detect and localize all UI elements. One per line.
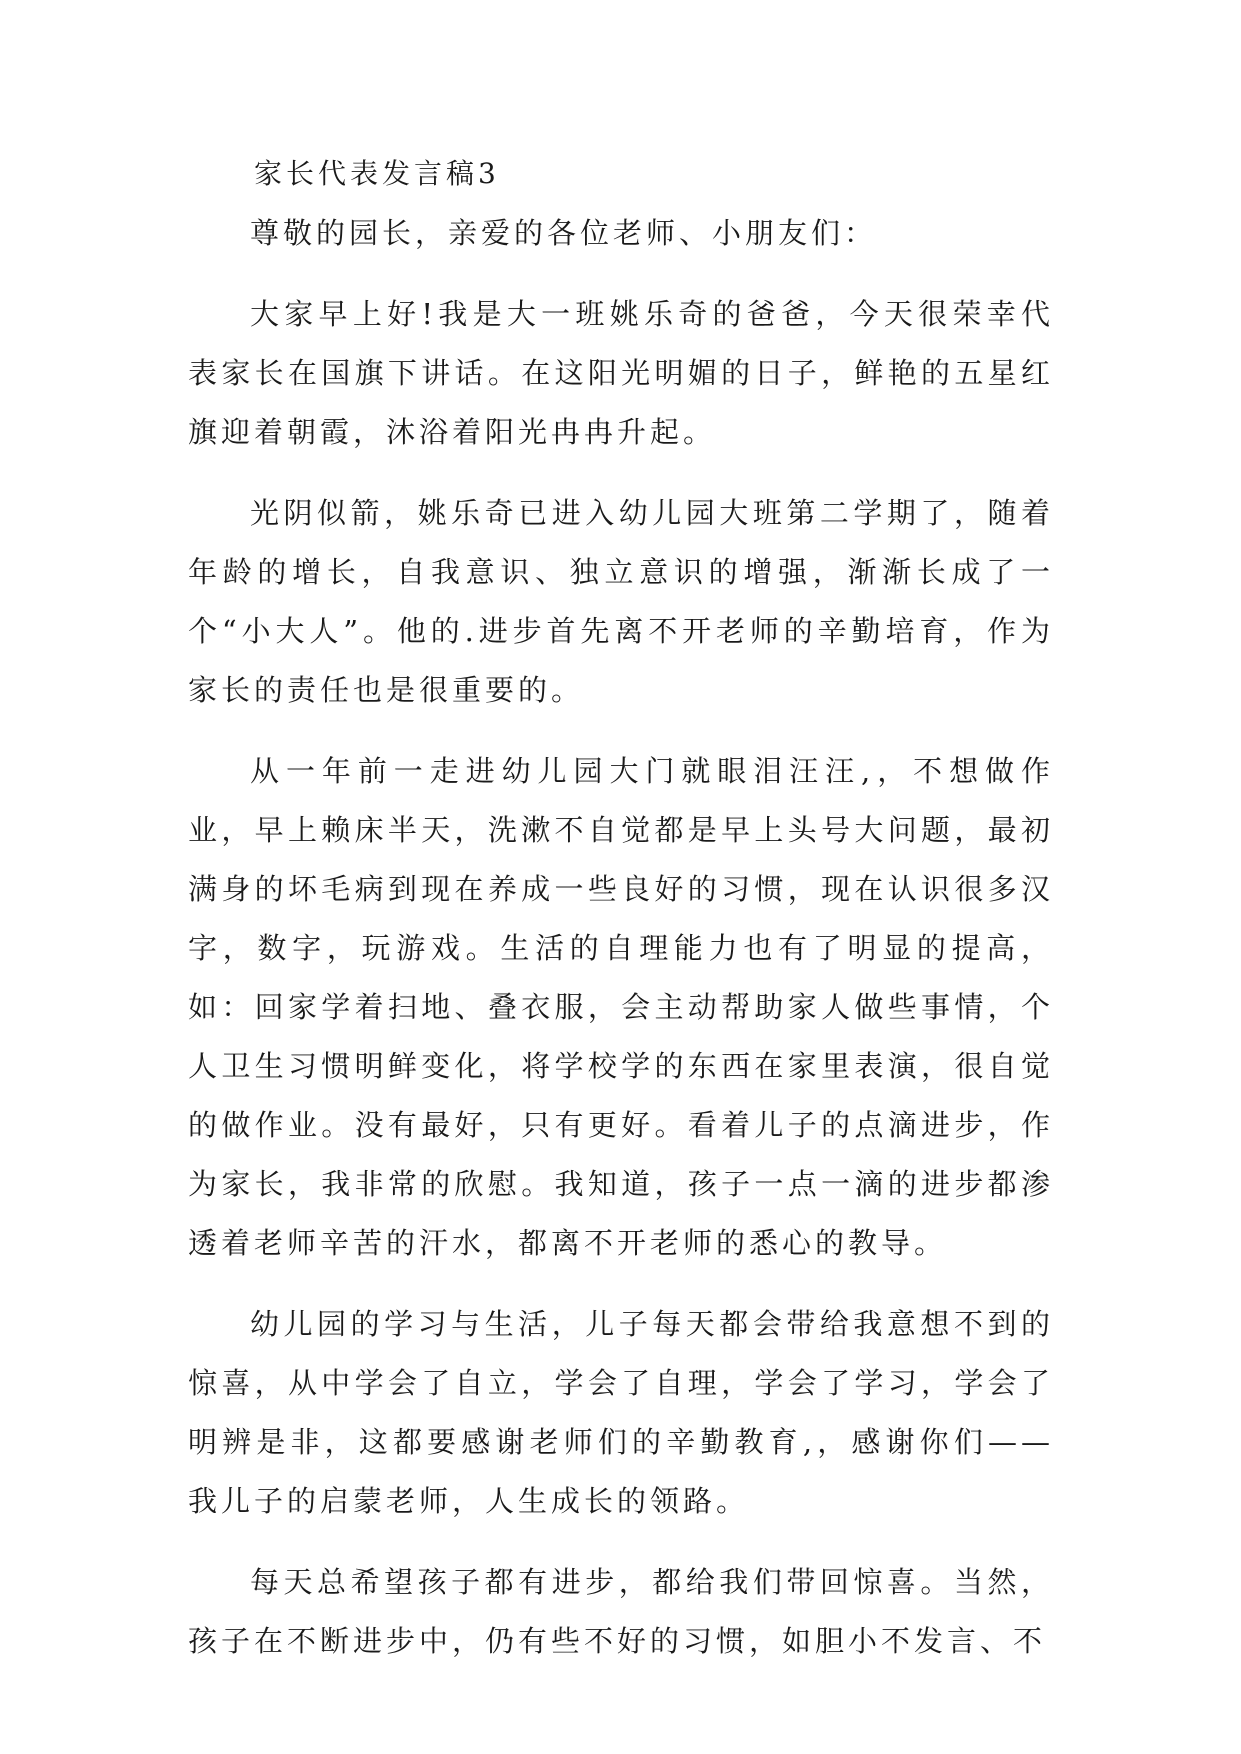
paragraph-2: 光阴似箭，姚乐奇已进入幼儿园大班第二学期了，随着年龄的增长，自我意识、独立意识的增强，渐渐长成了一个“小大人”。他的.进步首先离不开老师的辛勤培育，作为家长的责任也是很重要的。	[188, 496, 1054, 707]
paragraph-3: 从一年前一走进幼儿园大门就眼泪汪汪,，不想做作业，早上赖床半天，洗漱不自觉都是早上头号大问题，最初满身的坏毛病到现在养成一些良好的习惯，现在认识很多汉字，数字，玩游戏。生活的自理能力也有了明显的提高，如：回家学着扫地、叠衣服，会主动帮助家人做些事情，个人卫生习惯明鲜变化，将学校学的东西在家里表演，很自觉的做作业。没有最好，只有更好。看着儿子的点滴进步，作为家长，我非常的欣慰。我知道，孩子一点一滴的进步都渗透着老师辛苦的汗水，都离不开老师的悉心的教导。	[188, 754, 1054, 1260]
paragraph-4: 幼儿园的学习与生活，儿子每天都会带给我意想不到的惊喜，从中学会了自立，学会了自理，学会了学习，学会了明辨是非，这都要感谢老师们的辛勤教育,，感谢你们——我儿子的启蒙老师，人生成长的领路。	[188, 1307, 1054, 1518]
paragraph-1: 大家早上好!我是大一班姚乐奇的爸爸，今天很荣幸代表家长在国旗下讲话。在这阳光明媚的日子，鲜艳的五星红旗迎着朝霞，沐浴着阳光冉冉升起。	[188, 297, 1054, 449]
document-body	[188, 158, 1054, 1671]
document-title: 家长代表发言稿3	[254, 157, 500, 190]
paragraph-5: 每天总希望孩子都有进步，都给我们带回惊喜。当然，孩子在不断进步中，仍有些不好的习惯，如胆小不发言、不	[188, 1565, 1054, 1658]
salutation: 尊敬的园长，亲爱的各位老师、小朋友们：	[250, 216, 878, 250]
